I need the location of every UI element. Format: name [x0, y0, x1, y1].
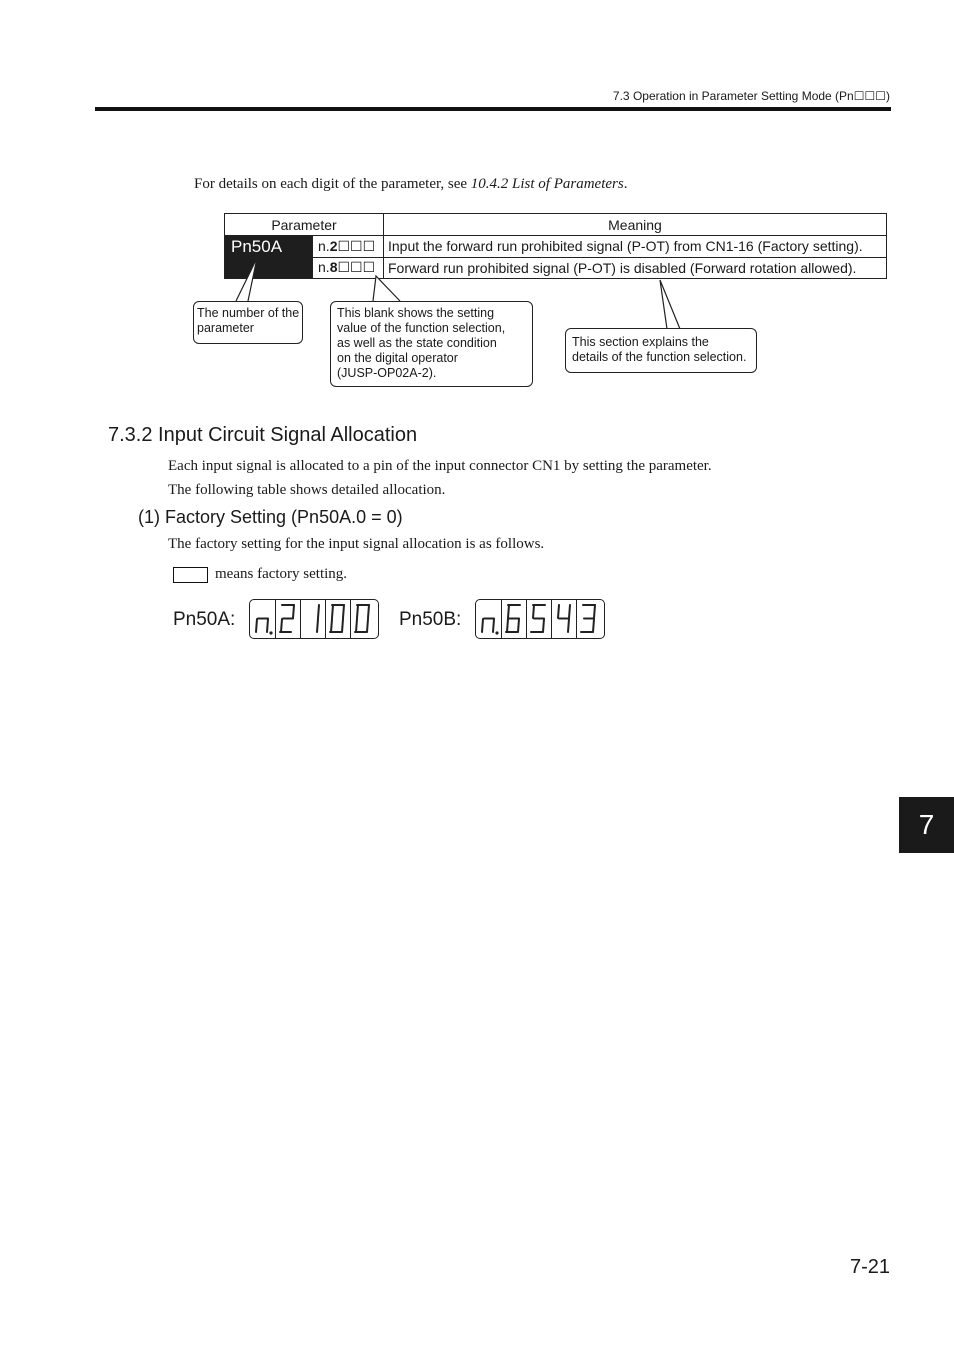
pointer-section: [660, 280, 680, 329]
segment-e: [331, 619, 332, 632]
value-digit: 8: [329, 259, 338, 276]
segment-b: [318, 605, 319, 618]
subsection-title: (1) Factory Setting (Pn50A.0 = 0): [138, 507, 403, 527]
segment-b: [293, 605, 294, 618]
legend-text: means factory setting.: [215, 566, 348, 582]
display-digit: [350, 600, 375, 638]
section-paragraph-3: The factory setting for the input signal allocation is as follows.: [168, 536, 545, 552]
display-digit: [325, 600, 350, 638]
segment-f: [332, 605, 333, 618]
display-digit: [300, 600, 325, 638]
value-prefix: n.: [318, 237, 330, 254]
segment-c: [593, 619, 594, 632]
intro-text: For details on each digit of the parameter, see: [194, 176, 471, 192]
segment-b: [343, 605, 344, 618]
callout-line: This section explains the: [572, 335, 709, 349]
callout-line: The number of the: [197, 306, 300, 320]
segment-c: [568, 619, 569, 632]
segment-c: [342, 619, 343, 632]
callout-parameter-number: [193, 301, 303, 344]
section-title: 7.3.2 Input Circuit Signal Allocation: [108, 424, 418, 446]
section-paragraph-2: The following table shows detailed allocation.: [168, 482, 446, 498]
page-number: 7-21: [849, 1256, 890, 1278]
callout-setting-blank: [330, 301, 533, 387]
segment-e: [281, 619, 282, 632]
value-blanks: ☐☐☐: [337, 237, 376, 254]
segment-b: [569, 605, 570, 618]
value-digit: 2: [329, 237, 338, 254]
parameter-number: Pn50A: [225, 236, 313, 279]
pointer-number: [236, 258, 257, 301]
segment-f: [558, 605, 559, 618]
chapter-tab: 7: [899, 797, 954, 853]
callout-line: as well as the state condition: [337, 336, 497, 350]
segment-b: [368, 605, 369, 618]
callout-section-details: [565, 328, 757, 373]
segment-c: [317, 619, 318, 632]
callout-line: parameter: [197, 321, 254, 335]
callout-line: on the digital operator: [337, 351, 458, 365]
segment-e: [256, 619, 257, 632]
pointer-blank: [373, 276, 400, 301]
segment-c: [518, 619, 519, 632]
header-meaning: Meaning: [384, 214, 887, 236]
value-prefix: n.: [318, 259, 330, 276]
meaning-cell: Input the forward run prohibited signal (P-OT) from CN1-16 (Factory setting).: [384, 236, 887, 258]
display-digit: [576, 600, 601, 638]
intro-reference: 10.4.2 List of Parameters: [470, 176, 624, 192]
callout-line: This blank shows the setting: [337, 306, 495, 320]
display-digit: [250, 600, 275, 638]
display-label-pn50b: Pn50B:: [399, 609, 462, 630]
callout-line: details of the function selection.: [572, 350, 747, 364]
intro-end: .: [623, 176, 628, 192]
segment-e: [482, 619, 483, 632]
meaning-cell: Forward run prohibited signal (P-OT) is disabled (Forward rotation allowed).: [384, 257, 887, 279]
display-digit: [476, 600, 501, 638]
display-label-pn50a: Pn50A:: [173, 609, 236, 630]
seven-segment-display-pn50a: [249, 599, 379, 639]
decimal-point: [495, 631, 498, 634]
segment-e: [507, 619, 508, 632]
callout-line: value of the function selection,: [337, 321, 506, 335]
segment-f: [508, 605, 509, 618]
decimal-point: [269, 631, 272, 634]
segment-c: [543, 619, 544, 632]
section-paragraph-1: Each input signal is allocated to a pin of the input connector CN1 by setting the parameter.: [168, 458, 712, 474]
display-digit: [551, 600, 576, 638]
segment-c: [267, 619, 268, 632]
segment-f: [357, 605, 358, 618]
display-digit: [275, 600, 300, 638]
display-digit: [501, 600, 526, 638]
header-parameter: Parameter: [225, 214, 384, 236]
segment-c: [367, 619, 368, 632]
seven-segment-display-pn50b: [475, 599, 605, 639]
segment-c: [493, 619, 494, 632]
segment-f: [533, 605, 534, 618]
running-header: 7.3 Operation in Parameter Setting Mode (Pn☐☐☐): [612, 89, 890, 103]
callout-line: (JUSP-OP02A-2).: [337, 366, 437, 380]
factory-setting-legend-box: [173, 567, 208, 583]
display-digit: [526, 600, 551, 638]
segment-b: [594, 605, 595, 618]
value-blanks: ☐☐☐: [337, 259, 376, 276]
segment-e: [356, 619, 357, 632]
